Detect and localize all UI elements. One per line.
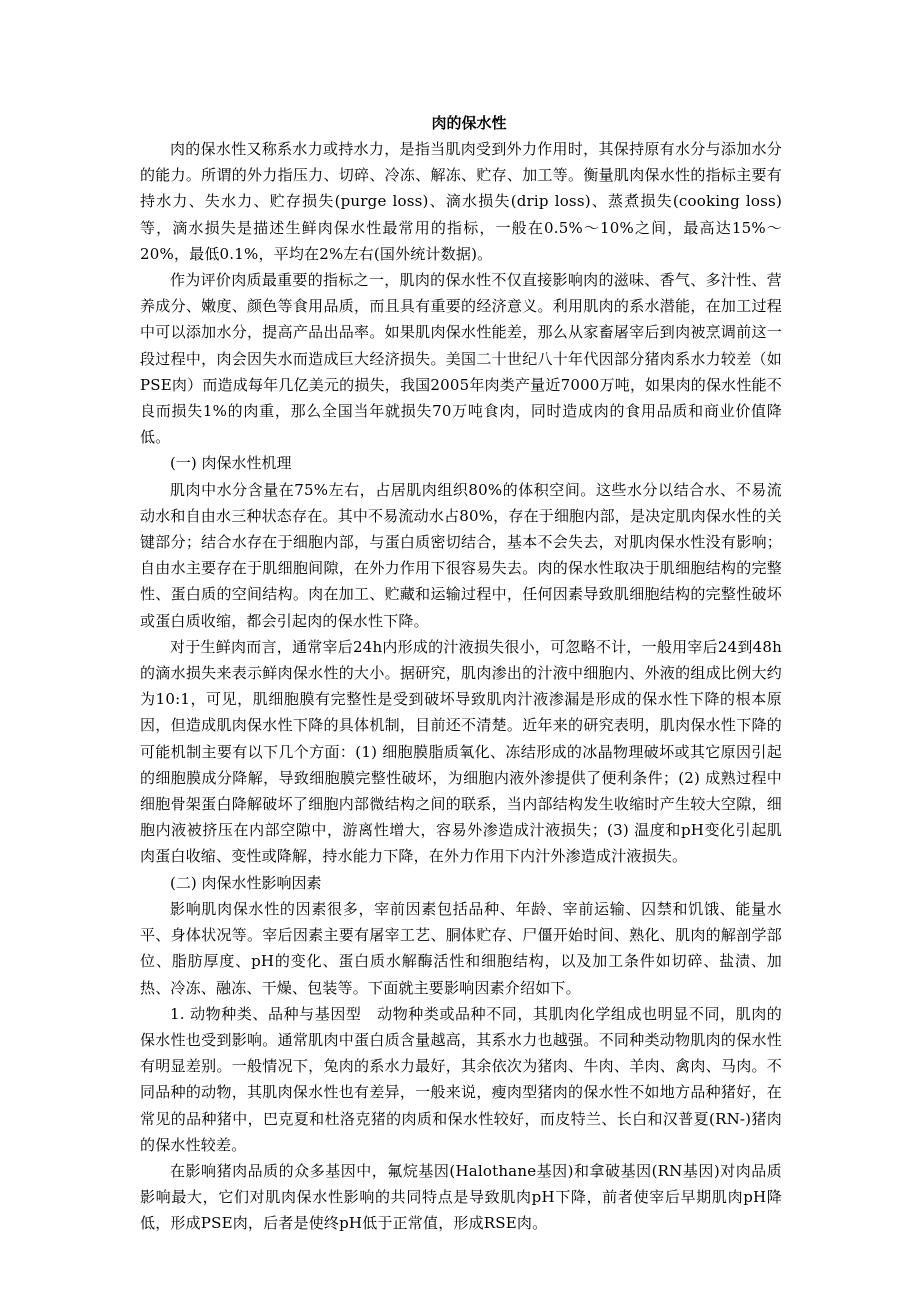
page-title: 肉的保水性	[431, 114, 507, 132]
section-heading-factors: (二) 肉保水性影响因素	[170, 873, 322, 892]
paragraph-species-breed: 1. 动物种类、品种与基因型 动物种类或品种不同，其肌肉化学组成也明显不同，肌肉的保水性也受到影响。通常肌肉中蛋白质含量越高，其系水力也越强。不同种类动物肌肉的保水性有明显差别。一般情况下，兔肉的系水力最好，其余依次为猪肉、牛肉、羊肉、禽肉、马肉。不同品种的动物，其肌肉保水性也有差异，一般来说，瘦肉型猪肉的保水性不如地方品种猪好，在常见的品种猪中，巴克夏和杜洛克猪的肉质和保水性较好，而皮特兰、长白和汉普夏(RN-)猪肉的保水性较差。	[140, 1004, 782, 1154]
document-body	[140, 110, 782, 1237]
paragraph-genes: 在影响猪肉品质的众多基因中，氟烷基因(Halothane基因)和拿破基因(RN基因)对肉品质影响最大，它们对肌肉保水性影响的共同特点是导致肌肉pH下降，前者使宰后早期肌肉pH降低，形成PSE肉，后者是使终pH低于正常值，形成RSE肉。	[140, 1161, 782, 1233]
paragraph-importance: 作为评价肉质最重要的指标之一，肌肉的保水性不仅直接影响肉的滋味、香气、多汁性、营养成分、嫩度、颜色等食用品质，而且具有重要的经济意义。利用肌肉的系水潜能，在加工过程中可以添加水分，提高产品出品率。如果肌肉保水性能差，那么从家畜屠宰后到肉被烹调前这一段过程中，肉会因失水而造成巨大经济损失。美国二十世纪八十年代因部分猪肉系水力较差（如PSE肉）而造成每年几亿美元的损失，我国2005年肉类产量近7000万吨，如果肉的保水性能不良而损失1%的肉重，那么全国当年就损失70万吨食肉，同时造成肉的食用品质和商业价值降低。	[140, 271, 782, 447]
paragraph-drip-loss-mechanism: 对于生鲜肉而言，通常宰后24h内形成的汁液损失很小，可忽略不计，一般用宰后24到48h的滴水损失来表示鲜肉保水性的大小。据研究，肌肉渗出的汁液中细胞内、外液的组成比例大约为10:1，可见，肌细胞膜有完整性是受到破坏导致肌肉汁液渗漏是形成的保水性下降的根本原因，但造成肌肉保水性下降的具体机制，目前还不清楚。近年来的研究表明，肌肉保水性下降的可能机制主要有以下几个方面：(1) 细胞膜脂质氧化、冻结形成的冰晶物理破坏或其它原因引起的细胞膜成分降解，导致细胞膜完整性破坏，为细胞内液外渗提供了便利条件；(2) 成熟过程中细胞骨架蛋白降解破坏了细胞内部微结构之间的联系，当内部结构发生收缩时产生较大空隙，细胞内液被挤压在内部空隙中，游离性增大，容易外渗造成汁液损失；(3) 温度和pH变化引起肌肉蛋白收缩、变性或降解，持水能力下降，在外力作用下内汁外渗造成汁液损失。	[140, 637, 782, 866]
paragraph-water-states: 肌肉中水分含量在75%左右，占居肌肉组织80%的体积空间。这些水分以结合水、不易流动水和自由水三种状态存在。其中不易流动水占80%，存在于细胞内部，是决定肌肉保水性的关键部分；结合水存在于细胞内部，与蛋白质密切结合，基本不会失去，对肌肉保水性没有影响；自由水主要存在于肌细胞间隙，在外力作用下很容易失去。肉的保水性取决于肌细胞结构的完整性、蛋白质的空间结构。肉在加工、贮藏和运输过程中，任何因素导致肌细胞结构的完整性破坏或蛋白质收缩，都会引起肉的保水性下降。	[140, 480, 782, 630]
paragraph-definition: 肉的保水性又称系水力或持水力，是指当肌肉受到外力作用时，其保持原有水分与添加水分的能力。所谓的外力指压力、切碎、冷冻、解冻、贮存、加工等。衡量肌肉保水性的指标主要有持水力、失水力、贮存损失(purge loss)、滴水损失(drip loss)、蒸煮损失(cooking loss)等，滴水损失是描述生鲜肉保水性最常用的指标，一般在0.5%～10%之间，最高达15%～20%，最低0.1%，平均在2%左右(国外统计数据)。	[140, 140, 782, 263]
paragraph-factors-overview: 影响肌肉保水性的因素很多，宰前因素包括品种、年龄、宰前运输、囚禁和饥饿、能量水平、身体状况等。宰后因素主要有屠宰工艺、胴体贮存、尸僵开始时间、熟化、肌肉的解剖学部位、脂肪厚度、pH的变化、蛋白质水解酶活性和细胞结构，以及加工条件如切碎、盐渍、加热、冷冻、融冻、干燥、包装等。下面就主要影响因素介绍如下。	[140, 899, 782, 997]
section-heading-mechanism: (一) 肉保水性机理	[170, 454, 292, 473]
